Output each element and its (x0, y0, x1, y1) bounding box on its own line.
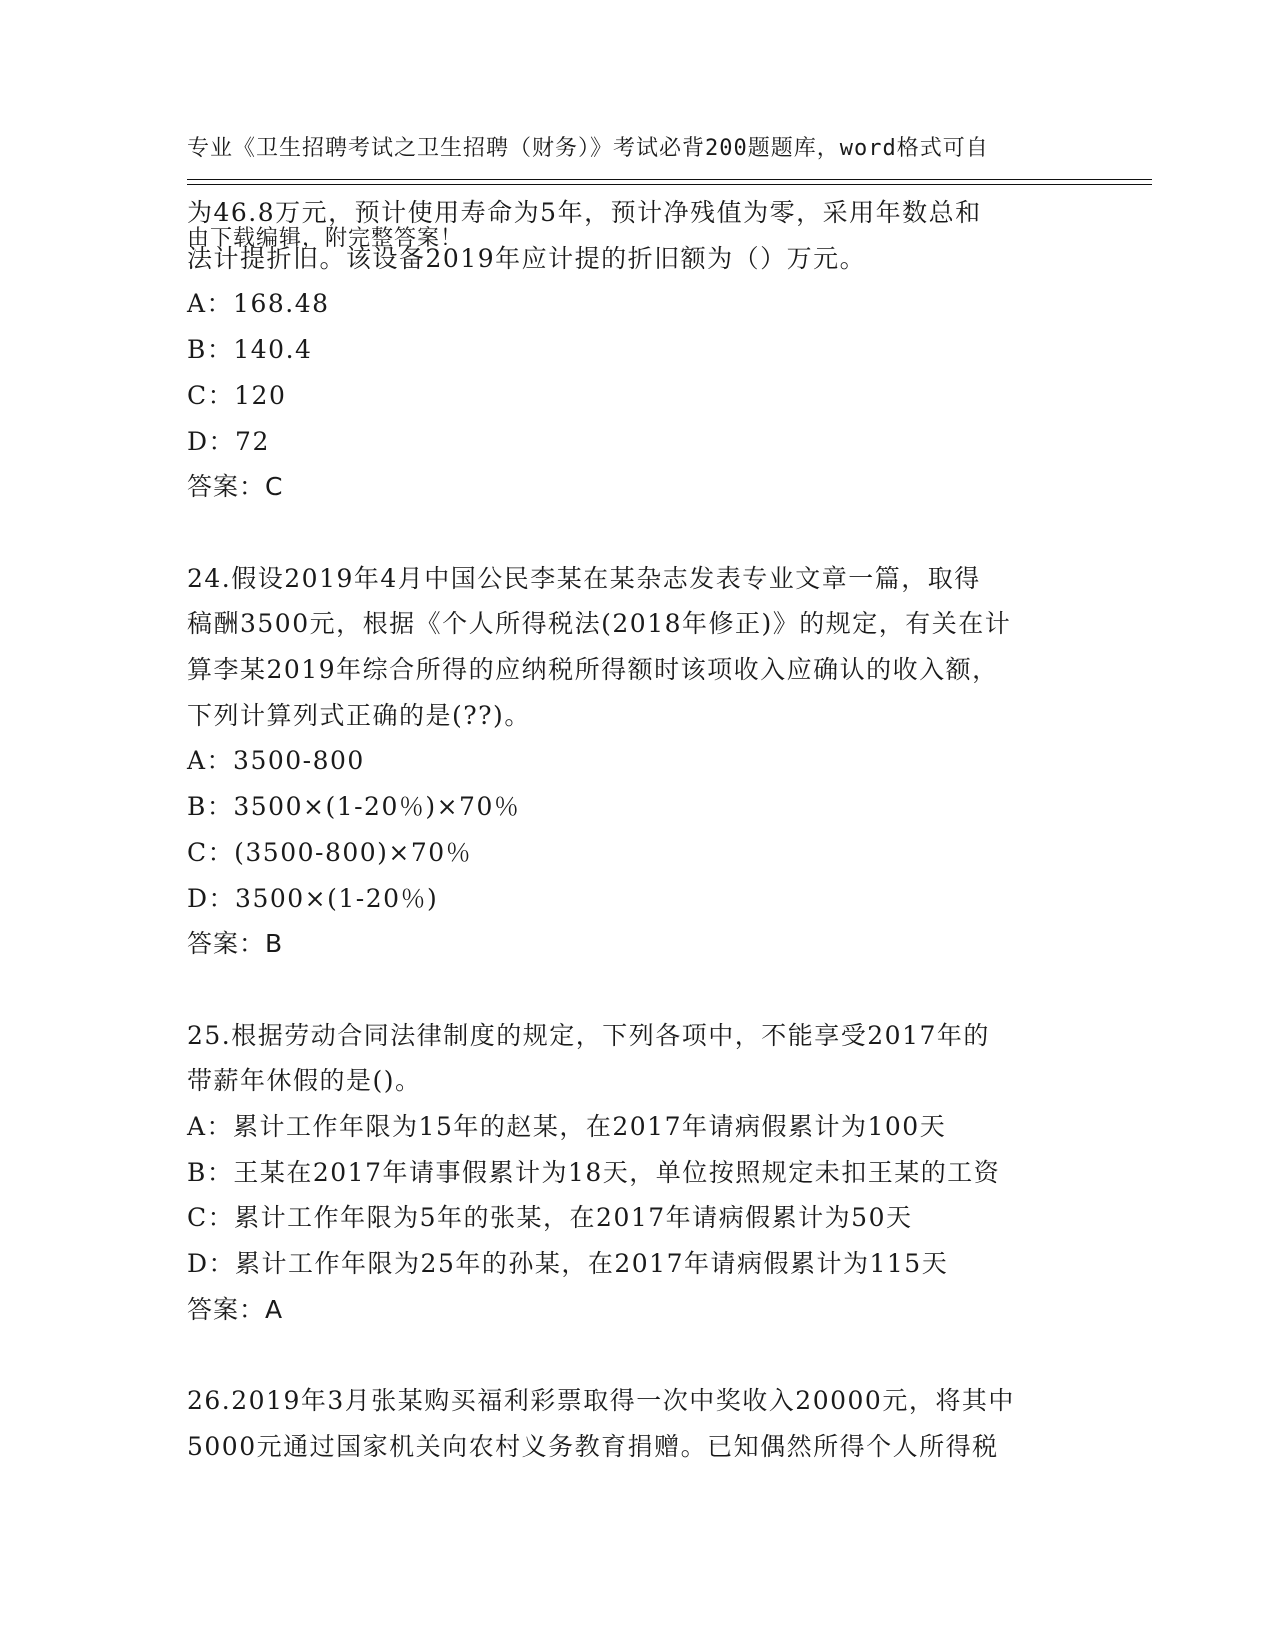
option-a: A：3500-800 (187, 746, 365, 776)
option-a: A：168.48 (187, 289, 330, 319)
option-c: C：(3500-800)×70％ (187, 837, 473, 867)
header-divider-bottom (187, 184, 1152, 185)
header-divider-top (187, 179, 1152, 180)
question-stem-line: 法计提折旧。该设备2019年应计提的折旧额为（）万元。 (187, 243, 867, 273)
spacer (187, 967, 1087, 1013)
header-line-2: 由下载编辑，附完整答案！ (187, 226, 464, 251)
question-stem-line: 带薪年休假的是()。 (187, 1066, 422, 1096)
question-stem-line: 5000元通过国家机关向农村义务教育捐赠。已知偶然所得个人所得税 (187, 1431, 999, 1461)
option-a: A：累计工作年限为15年的赵某，在2017年请病假累计为100天 (187, 1112, 947, 1142)
answer-label: 答案：B (187, 929, 284, 959)
spacer (187, 1333, 1087, 1379)
spacer (187, 510, 1087, 556)
option-d: D：72 (187, 426, 270, 456)
option-c: C：累计工作年限为5年的张某，在2017年请病假累计为50天 (187, 1203, 913, 1233)
option-c: C：120 (187, 380, 287, 410)
question-25 (187, 1013, 1087, 1333)
option-b: B：王某在2017年请事假累计为18天，单位按照规定未扣王某的工资 (187, 1157, 1001, 1187)
question-24 (187, 556, 1087, 967)
question-stem-line: 下列计算列式正确的是(??)。 (187, 700, 531, 730)
question-stem-line: 25.根据劳动合同法律制度的规定，下列各项中，不能享受2017年的 (187, 1020, 990, 1050)
document-body (187, 190, 1087, 1470)
question-stem-line: 算李某2019年综合所得的应纳税所得额时该项收入应确认的收入额， (187, 655, 999, 685)
question-stem-line: 稿酬3500元，根据《个人所得税法(2018年修正)》的规定，有关在计 (187, 609, 1012, 639)
option-b: B：140.4 (187, 335, 313, 365)
option-d: D：3500×(1-20％) (187, 883, 439, 913)
question-26 (187, 1378, 1087, 1469)
answer-label: 答案：C (187, 472, 284, 502)
option-b: B：3500×(1-20％)×70％ (187, 792, 521, 822)
question-23 (187, 190, 1087, 510)
question-stem-line: 24.假设2019年4月中国公民李某在某杂志发表专业文章一篇，取得 (187, 563, 981, 593)
answer-label: 答案：A (187, 1294, 284, 1324)
question-stem-line: 26.2019年3月张某购买福利彩票取得一次中奖收入20000元，将其中 (187, 1386, 1015, 1416)
header-line-1: 专业《卫生招聘考试之卫生招聘（财务）》考试必背200题题库，word格式可自 (187, 136, 989, 161)
question-stem-line: 为46.8万元，预计使用寿命为5年，预计净残值为零，采用年数总和 (187, 198, 982, 227)
option-d: D：累计工作年限为25年的孙某，在2017年请病假累计为115天 (187, 1249, 949, 1279)
